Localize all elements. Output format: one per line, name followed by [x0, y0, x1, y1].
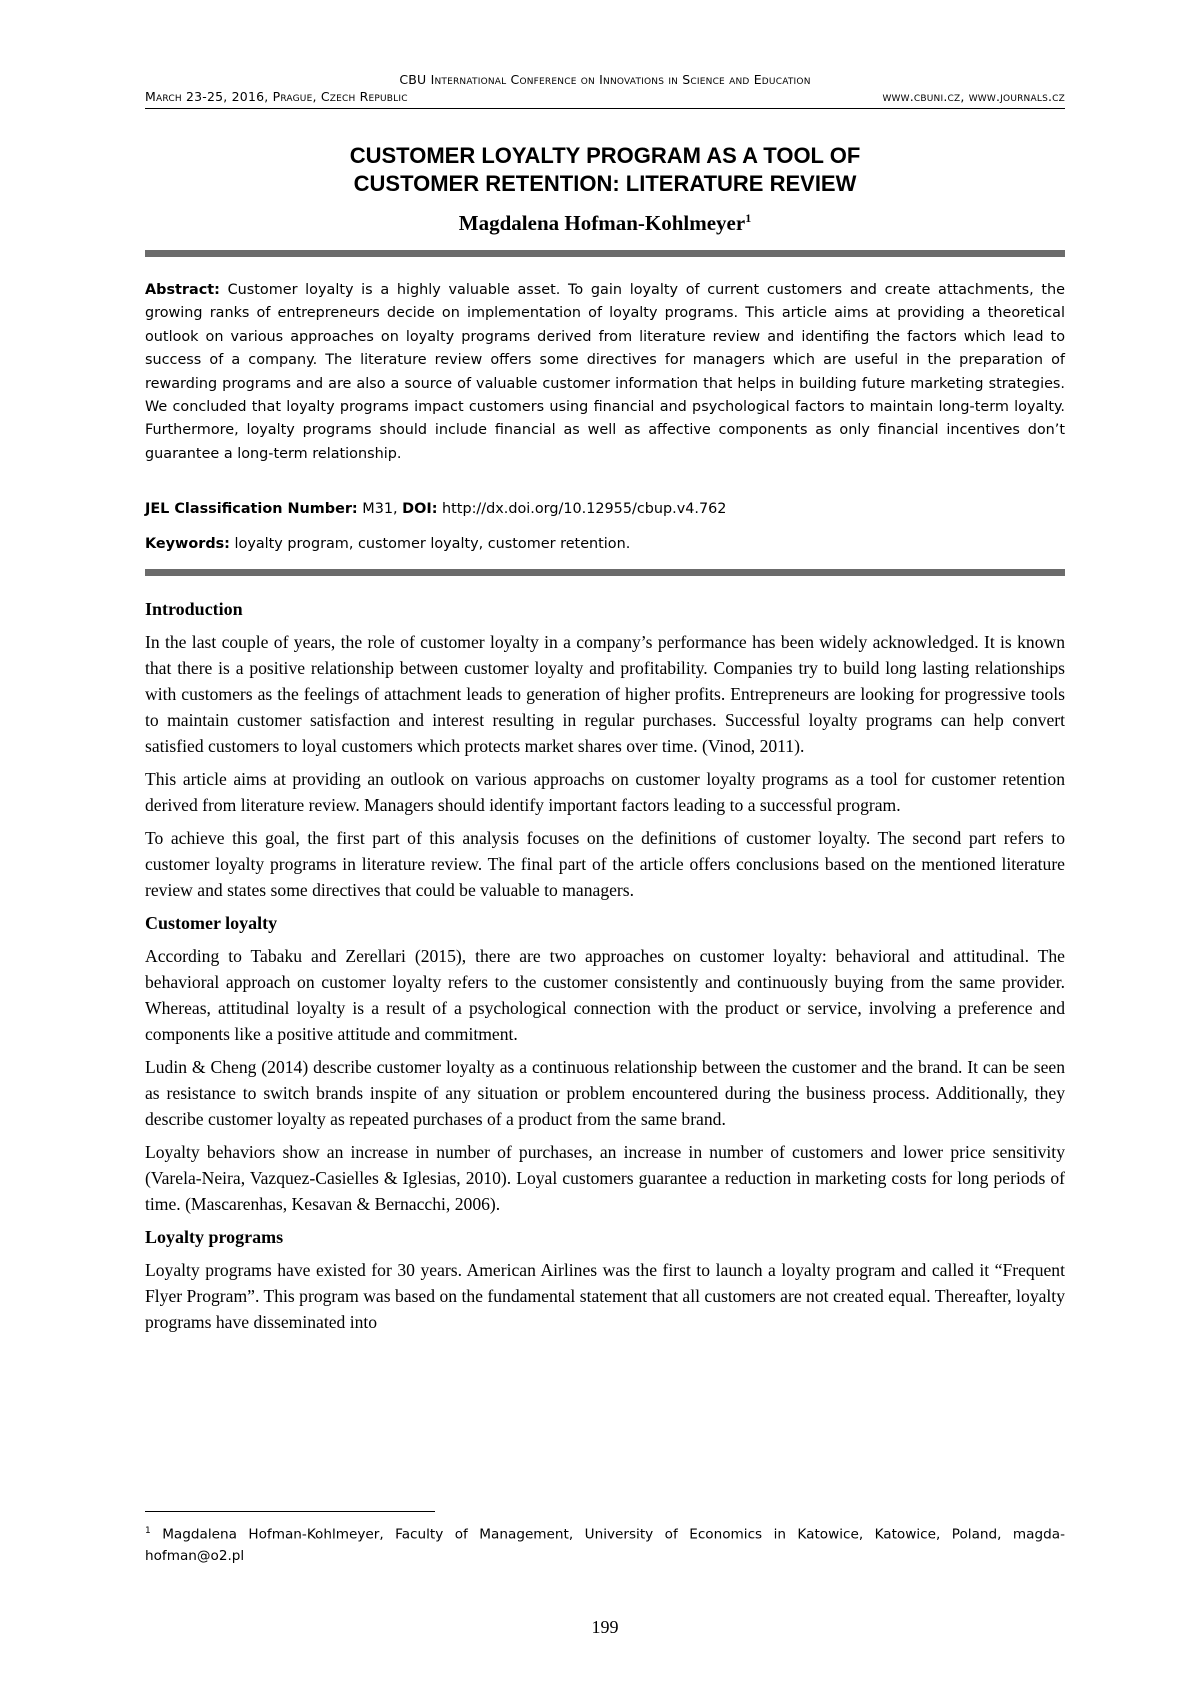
- intro-paragraph-3: To achieve this goal, the first part of this analysis focuses on the definitions of customer loyalty. The second part refers to customer loyalty programs in literature review. The final part of the article offers conclusions based on the mentioned literature review and states some directives that could be valuable to managers.: [145, 828, 1065, 900]
- loyalty-paragraph-3: Loyalty behaviors show an increase in number of purchases, an increase in number of customers and lower price sensitivity (Varela-Neira, Vazquez-Casielles & Iglesias, 2010). Loyal customers guarantee a reduction in marketing costs for long periods of time. (Mascarenhas, Kesavan & Bernacchi, 2006).: [145, 1142, 1065, 1214]
- abstract-bottom-rule: [145, 569, 1065, 576]
- heading-loyalty-programs: Loyalty programs: [145, 1227, 284, 1247]
- title-line-2: CUSTOMER RETENTION: LITERATURE REVIEW: [353, 171, 857, 196]
- page-number: 199: [591, 1617, 619, 1637]
- abstract: [145, 279, 1065, 466]
- jel-label: JEL Classification Number:: [145, 501, 358, 517]
- abstract-label: Abstract:: [145, 282, 220, 298]
- footnote-text: Magdalena Hofman-Kohlmeyer, Faculty of Management, University of Economics in Katowice, Katowice, Poland, magda-hofman@o2.pl: [145, 1526, 1065, 1564]
- running-header-conference: CBU International Conference on Innovations in Science and Education: [399, 72, 811, 87]
- heading-customer-loyalty: Customer loyalty: [145, 913, 278, 933]
- abstract-top-rule: [145, 250, 1065, 257]
- header-rule: [145, 108, 1065, 109]
- abstract-text: Customer loyalty is a highly valuable asset. To gain loyalty of current customers and create attachments, the growing ranks of entrepreneurs decide on implementation of loyalty programs. This article aims at providing a theoretical outlook on various approaches on loyalty programs derived from literature review and identifing the factors which lead to success of a company. The literature review offers some directives for managers which are useful in the preparation of rewarding programs and are also a source of valuable customer information that helps in building future marketing strategies. We concluded that loyalty programs impact customers using financial and psychological factors to maintain long-term loyalty. Furthermore, loyalty programs should include financial as well as affective components as only financial incentives don’t guarantee a long-term relationship.: [145, 282, 1066, 462]
- jel-doi-line: [145, 501, 1065, 517]
- keywords-line: [145, 536, 1065, 552]
- running-header-details: [145, 89, 1065, 104]
- paper-title: [145, 142, 1065, 198]
- doi-label: DOI:: [402, 501, 438, 517]
- doi-link[interactable]: http://dx.doi.org/10.12955/cbup.v4.762: [442, 501, 727, 517]
- jel-value: M31,: [362, 501, 398, 517]
- loyalty-paragraph-1: According to Tabaku and Zerellari (2015), there are two approaches on customer loyalty: behavioral and attitudinal. The behavioral approach on customer loyalty refers to the customer consistently and continuously buying from the same provider. Whereas, attitudinal loyalty is a result of a psychological connection with the product or service, involving a preference and components like a positive attitude and commitment.: [145, 946, 1065, 1044]
- author-line: [145, 211, 1065, 236]
- keywords-value: loyalty program, customer loyalty, customer retention.: [234, 536, 631, 552]
- title-line-1: CUSTOMER LOYALTY PROGRAM AS A TOOL OF: [349, 143, 861, 168]
- loyalty-paragraph-2: Ludin & Cheng (2014) describe customer loyalty as a continuous relationship between the customer and the brand. It can be seen as resistance to switch brands inspite of any situation or problem encountered during the business process. Additionally, they describe customer loyalty as repeated purchases of a product from the same brand.: [145, 1057, 1065, 1129]
- body-text: [145, 596, 1065, 1342]
- footnote-mark: 1: [145, 1526, 151, 1536]
- author-name: Magdalena Hofman-Kohlmeyer: [458, 211, 746, 235]
- footnote-rule: [145, 1511, 435, 1512]
- footnote: [145, 1521, 1065, 1567]
- intro-paragraph-1: In the last couple of years, the role of customer loyalty in a company’s performance has been widely acknowledged. It is known that there is a positive relationship between customer loyalty and profitability. Companies try to build long lasting relationships with customers as the feelings of attachment leads to generation of higher profits. Entrepreneurs are looking for progressive tools to maintain customer satisfaction and interest resulting in regular purchases. Successful loyalty programs can help convert satisfied customers to loyal customers which protects market shares over time. (Vinod, 2011).: [145, 632, 1065, 756]
- programs-paragraph-1: Loyalty programs have existed for 30 years. American Airlines was the first to launch a loyalty program and called it “Frequent Flyer Program”. This program was based on the fundamental statement that all customers are not created equal. Thereafter, loyalty programs have disseminated into: [145, 1260, 1065, 1332]
- header-websites: www.cbuni.cz, www.journals.cz: [882, 89, 1065, 104]
- heading-introduction: Introduction: [145, 599, 243, 619]
- intro-paragraph-2: This article aims at providing an outlook on various approachs on customer loyalty programs as a tool for customer retention derived from literature review. Managers should identify important factors leading to a successful program.: [145, 769, 1065, 815]
- header-date-place: March 23-25, 2016, Prague, Czech Republic: [145, 89, 408, 104]
- keywords-label: Keywords:: [145, 536, 230, 552]
- author-footnote-mark: 1: [745, 211, 752, 225]
